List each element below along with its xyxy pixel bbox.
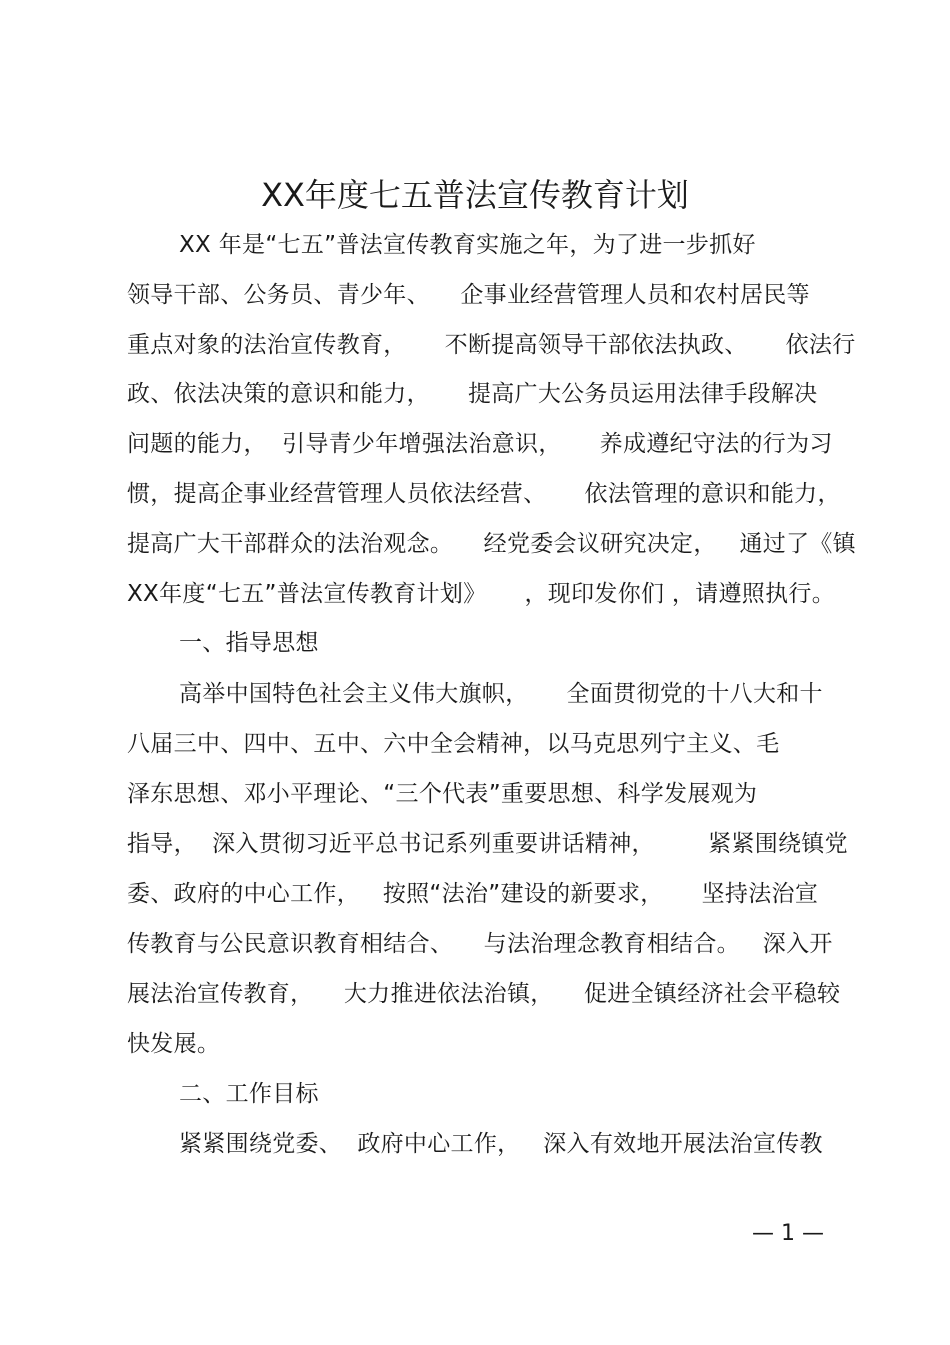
document-title: XX年度七五普法宣传教育计划 [261, 176, 689, 214]
section1-line-6: 传教育与公民意识教育相结合、 与法治理念教育相结合。 深入开 [127, 931, 833, 957]
section1-line-5: 委、政府的中心工作， 按照“法治”建设的新要求， 坚持法治宣 [127, 881, 819, 907]
section2-line-1: 紧紧围绕党委、 政府中心工作， 深入有效地开展法治宣传教 [179, 1131, 823, 1157]
intro-line-8: XX年度“七五”普法宣传教育计划》 ，现印发你们 ，请遵照执行。 [127, 581, 836, 607]
intro-line-7: 提高广大干部群众的法治观念。 经党委会议研究决定， 通过了《镇 [127, 531, 856, 557]
section1-line-2: 八届三中、四中、五中、六中全会精神，以马克思列宁主义、毛 [127, 731, 780, 757]
section1-line-3: 泽东思想、邓小平理论、“三个代表”重要思想、科学发展观为 [127, 781, 758, 807]
section1-line-4: 指导， 深入贯彻习近平总书记系列重要讲话精神， 紧紧围绕镇党 [127, 831, 848, 857]
section-heading-work-goals: 二、工作目标 [179, 1081, 319, 1107]
section1-line-7: 展法治宣传教育， 大力推进依法治镇， 促进全镇经济社会平稳较 [127, 981, 841, 1007]
intro-line-4: 政、依法决策的意识和能力， 提高广大公务员运用法律手段解决 [127, 381, 818, 407]
intro-line-5: 问题的能力， 引导青少年增强法治意识， 养成遵纪守法的行为习 [127, 431, 833, 457]
page-number: — 1 — [752, 1221, 824, 1246]
intro-line-1: XX 年是“七五”普法宣传教育实施之年，为了进一步抓好 [179, 232, 756, 258]
intro-line-2: 领导干部、公务员、青少年、 企事业经营管理人员和农村居民等 [127, 282, 810, 308]
section1-line-1: 高举中国特色社会主义伟大旗帜， 全面贯彻党的十八大和十 [179, 681, 823, 707]
section-heading-guiding-ideology: 一、指导思想 [179, 630, 319, 656]
intro-line-3: 重点对象的法治宣传教育， 不断提高领导干部依法执政、 依法行 [127, 332, 856, 358]
section1-line-8: 快发展。 [127, 1031, 221, 1057]
intro-line-6: 惯，提高企事业经营管理人员依法经营、 依法管理的意识和能力， [127, 481, 841, 507]
